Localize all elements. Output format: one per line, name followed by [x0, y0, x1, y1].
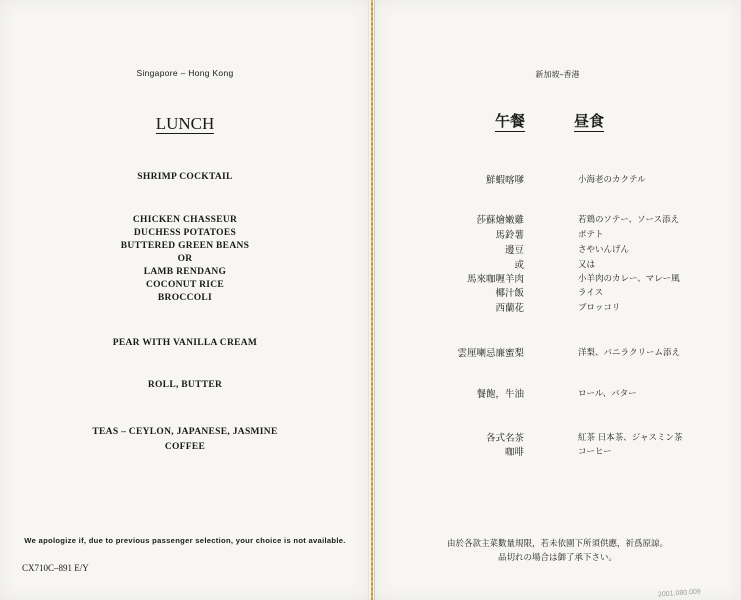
menu-item-chinese: 鮮蝦喀嗲	[485, 175, 524, 186]
menu-item-chinese: 馬鈴薯	[495, 230, 524, 241]
menu-item-japanese: 若鶏のソテー、ソース添え	[578, 215, 680, 225]
menu-item-chinese: 邊豆	[504, 245, 524, 256]
menu-item: BUTTERED GREEN BEANS	[120, 241, 250, 251]
menu-item-japanese: ポテト	[578, 230, 604, 240]
menu-item: CHICKEN CHASSEUR	[132, 215, 238, 225]
menu-item-chinese: 雲厘喇忌廉蜜梨	[457, 348, 524, 359]
menu-item-japanese: 洋梨、バニラクリーム添え	[578, 348, 681, 358]
menu-item-chinese: 西蘭花	[495, 303, 524, 314]
menu-item-japanese: コーヒー	[578, 447, 612, 457]
route-subtitle-chinese: 新加坡–香港	[535, 70, 580, 79]
menu-item: SHRIMP COCKTAIL	[137, 172, 233, 182]
menu-item-japanese: 又は	[578, 260, 596, 270]
menu-item-japanese: ライス	[578, 288, 604, 298]
left-page	[0, 0, 370, 600]
binding-cord	[371, 0, 373, 600]
menu-item: OR	[177, 254, 193, 264]
note-chinese: 由於各款主菜數量規限，若未依園下所須供應，祈爲原諒。	[446, 539, 668, 549]
menu-item-japanese: 紅茶 日本茶、ジャスミン茶	[578, 433, 683, 443]
menu-item-chinese: 咖啡	[504, 447, 524, 458]
menu-item-japanese: ロール、バター	[578, 389, 637, 399]
menu-item-chinese: 馬來咖喱羊肉	[466, 274, 524, 285]
route-subtitle: Singapore – Hong Kong	[136, 68, 234, 78]
menu-item-japanese: 小羊肉のカレー、マレー風	[578, 274, 680, 284]
note-japanese: 品切れの場合は御了承下さい。	[497, 553, 617, 563]
menu-item: COFFEE	[164, 442, 206, 452]
menu-item-chinese: 餐飽，牛油	[476, 389, 524, 400]
menu-item-chinese: 椰汁飯	[495, 288, 524, 299]
menu-item: DUCHESS POTATOES	[133, 228, 237, 238]
menu-item-chinese: 莎蘇燴嫩雞	[476, 215, 524, 226]
lunch-title	[0, 114, 370, 134]
menu-item-japanese: さやいんげん	[578, 245, 630, 255]
menu-item-japanese: ブロッコリ	[578, 303, 621, 313]
archive-stamp: 2001.080.009	[657, 588, 702, 599]
menu-item: ROLL, BUTTER	[147, 380, 223, 390]
menu-item: BROCCOLI	[157, 293, 213, 303]
disclaimer: We apologize if, due to previous passenger selection, your choice is not available.	[24, 536, 346, 545]
menu-item-japanese: 小海老のカクテル	[578, 175, 646, 185]
menu-item: TEAS – CEYLON, JAPANESE, JASMINE	[92, 427, 278, 437]
menu-item-chinese: 各式名茶	[485, 433, 524, 444]
lunch-title-text: LUNCH	[155, 114, 215, 133]
heading-chinese: 午餐	[495, 112, 526, 130]
heading-japanese: 昼食	[574, 112, 605, 130]
right-page	[374, 0, 741, 600]
menu-item: PEAR WITH VANILLA CREAM	[112, 338, 258, 348]
menu-code: CX710C–891 E/Y	[22, 563, 89, 573]
menu-item: LAMB RENDANG	[143, 267, 227, 277]
menu-item-chinese: 或	[514, 260, 524, 271]
menu-item: COCONUT RICE	[145, 280, 225, 290]
